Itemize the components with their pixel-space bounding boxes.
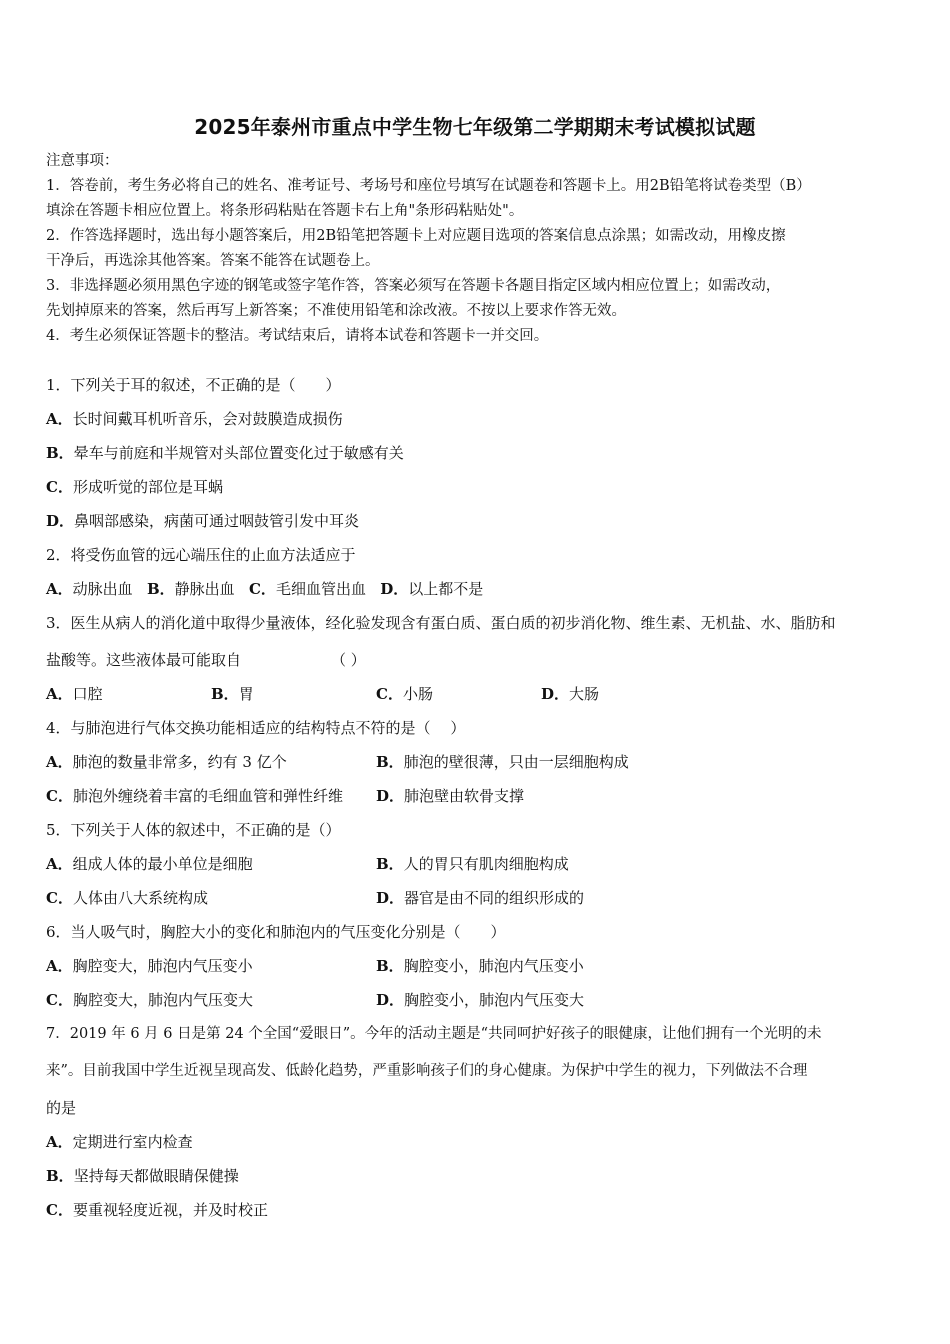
question-1-option-c — [46, 477, 910, 497]
option-text: 器官是由不同的组织形成的 — [404, 889, 585, 907]
option-label: D． — [376, 991, 405, 1009]
option-label: A． — [46, 580, 73, 598]
question-4-stem: 4．与肺泡进行气体交换功能相适应的结构特点不符的是（ ） — [46, 719, 466, 737]
option-label: A． — [46, 1133, 73, 1151]
option-text: 要重视轻度近视，并及时校正 — [72, 1201, 268, 1219]
option-text: 肺泡外缠绕着丰富的毛细血管和弹性纤维 — [72, 787, 343, 805]
question-4-option-c — [46, 786, 343, 806]
option-text: 肺泡的数量非常多，约有 3 亿个 — [72, 753, 287, 771]
question-4-option-b — [376, 752, 629, 772]
option-text: 肺泡的壁很薄，只由一层细胞构成 — [403, 753, 629, 771]
option-text: 人体由八大系统构成 — [72, 889, 208, 907]
option-label: B． — [376, 753, 404, 771]
question-3-option-a — [46, 684, 103, 704]
question-6-option-d — [376, 990, 584, 1010]
option-label: C． — [46, 889, 73, 907]
option-label: A． — [46, 753, 73, 771]
option-label: C． — [46, 787, 73, 805]
option-label: D． — [46, 512, 75, 530]
option-label: B． — [146, 580, 175, 598]
option-label: C． — [46, 991, 73, 1009]
question-3-stem-line — [46, 650, 910, 670]
option-text: 胃 — [238, 685, 254, 703]
question-7-stem-line: 7．2019 年 6 月 6 日是第 24 个全国“爱眼日”。今年的活动主题是“共同呵护好孩子的眼健康，让他们拥有一个光明的未 — [46, 1026, 822, 1042]
question-5-option-a — [46, 854, 253, 874]
option-text: 定期进行室内检查 — [72, 1133, 193, 1151]
option-label: C． — [46, 478, 73, 496]
answer-paren: （ ） — [331, 651, 366, 669]
question-6-stem: 6．当人吸气时，胸腔大小的变化和肺泡内的气压变化分别是（ ） — [46, 923, 506, 941]
question-7-stem-line: 来”。目前我国中学生近视呈现高发、低龄化趋势，严重影响孩子们的身心健康。为保护中学生的视力，下列做法不合理 — [46, 1063, 808, 1079]
notice-line: 3．非选择题必须用黑色字迹的钢笔或签字笔作答，答案必须写在答题卡各题目指定区域内相应位置上；如需改动， — [46, 278, 781, 294]
notice-heading: 注意事项： — [46, 153, 119, 169]
option-text: 组成人体的最小单位是细胞 — [72, 855, 253, 873]
question-4-option-a — [46, 752, 287, 772]
question-1-option-b — [46, 443, 910, 463]
option-text: 口腔 — [72, 685, 103, 703]
option-label: B． — [376, 957, 404, 975]
question-7-option-c — [46, 1200, 910, 1220]
question-5-option-b — [376, 854, 569, 874]
notice-line: 填涂在答题卡相应位置上。将条形码粘贴在答题卡右上角"条形码粘贴处"。 — [46, 203, 524, 219]
option-label: D． — [380, 580, 409, 598]
question-4-option-d — [376, 786, 524, 806]
option-label: A． — [46, 855, 73, 873]
option-text: 坚持每天都做眼睛保健操 — [73, 1167, 239, 1185]
option-text: 动脉出血 — [72, 580, 133, 598]
question-5-stem: 5．下列关于人体的叙述中，不正确的是（） — [46, 821, 341, 839]
option-text: 形成听觉的部位是耳蜗 — [72, 478, 223, 496]
option-label: D． — [541, 685, 570, 703]
option-label: C． — [376, 685, 403, 703]
option-text: 人的胃只有肌肉细胞构成 — [403, 855, 569, 873]
question-6-option-c — [46, 990, 253, 1010]
question-7-option-b — [46, 1166, 910, 1186]
option-text: 胸腔变大，肺泡内气压变小 — [72, 957, 253, 975]
question-2-options — [46, 579, 910, 599]
option-label: B． — [376, 855, 404, 873]
option-text: 长时间戴耳机听音乐，会对鼓膜造成损伤 — [72, 410, 343, 428]
notice-line: 干净后，再选涂其他答案。答案不能答在试题卷上。 — [46, 253, 380, 269]
question-7-stem-line: 的是 — [46, 1099, 77, 1117]
option-label: D． — [376, 889, 405, 907]
question-1-stem: 1．下列关于耳的叙述，不正确的是（ ） — [46, 376, 341, 394]
question-7-option-a — [46, 1132, 910, 1152]
question-6-option-a — [46, 956, 253, 976]
question-5-option-d — [376, 888, 584, 908]
option-label: B． — [46, 1167, 74, 1185]
option-label: B． — [211, 685, 239, 703]
option-label: D． — [376, 787, 405, 805]
page-title: 2025年泰州市重点中学生物七年级第二学期期末考试模拟试题 — [194, 115, 756, 139]
option-label: A． — [46, 685, 73, 703]
option-label: B． — [46, 444, 74, 462]
option-text: 以上都不是 — [408, 580, 484, 598]
option-text: 胸腔变大，肺泡内气压变大 — [72, 991, 253, 1009]
notice-line: 1．答卷前，考生务必将自己的姓名、准考证号、考场号和座位号填写在试题卷和答题卡上。用2B铅笔将试卷类型（B） — [46, 178, 811, 194]
option-text: 鼻咽部感染，病菌可通过咽鼓管引发中耳炎 — [74, 512, 360, 530]
question-3-option-d — [541, 684, 599, 704]
question-6-option-b — [376, 956, 584, 976]
option-text: 晕车与前庭和半规管对头部位置变化过于敏感有关 — [73, 444, 404, 462]
notice-line: 2．作答选择题时，选出每小题答案后，用2B铅笔把答题卡上对应题目选项的答案信息点涂黑；如需改动，用橡皮擦 — [46, 228, 786, 244]
question-3-option-c — [376, 684, 433, 704]
option-label: C． — [248, 580, 276, 598]
question-5-option-c — [46, 888, 208, 908]
option-text: 肺泡壁由软骨支撑 — [404, 787, 525, 805]
notice-line: 先划掉原来的答案，然后再写上新答案；不准使用铅笔和涂改液。不按以上要求作答无效。 — [46, 303, 626, 319]
option-text: 毛细血管出血 — [275, 580, 366, 598]
option-text: 胸腔变小，肺泡内气压变大 — [404, 991, 585, 1009]
question-2-stem: 2．将受伤血管的远心端压住的止血方法适应于 — [46, 546, 356, 564]
option-label: A． — [46, 957, 73, 975]
option-text: 胸腔变小，肺泡内气压变小 — [403, 957, 584, 975]
question-3-stem-line: 3．医生从病人的消化道中取得少量液体，经化验发现含有蛋白质、蛋白质的初步消化物、维生素、无机盐、水、脂肪和 — [46, 614, 836, 632]
stem-text: 盐酸等。这些液体最可能取自 — [46, 651, 242, 669]
option-label: C． — [46, 1201, 73, 1219]
option-text: 静脉出血 — [174, 580, 235, 598]
question-1-option-d — [46, 511, 910, 531]
question-3-option-b — [211, 684, 254, 704]
option-text: 大肠 — [569, 685, 600, 703]
option-text: 小肠 — [402, 685, 433, 703]
notice-line: 4．考生必须保证答题卡的整洁。考试结束后，请将本试卷和答题卡一并交回。 — [46, 328, 549, 344]
option-label: A． — [46, 410, 73, 428]
question-1-option-a — [46, 409, 910, 429]
